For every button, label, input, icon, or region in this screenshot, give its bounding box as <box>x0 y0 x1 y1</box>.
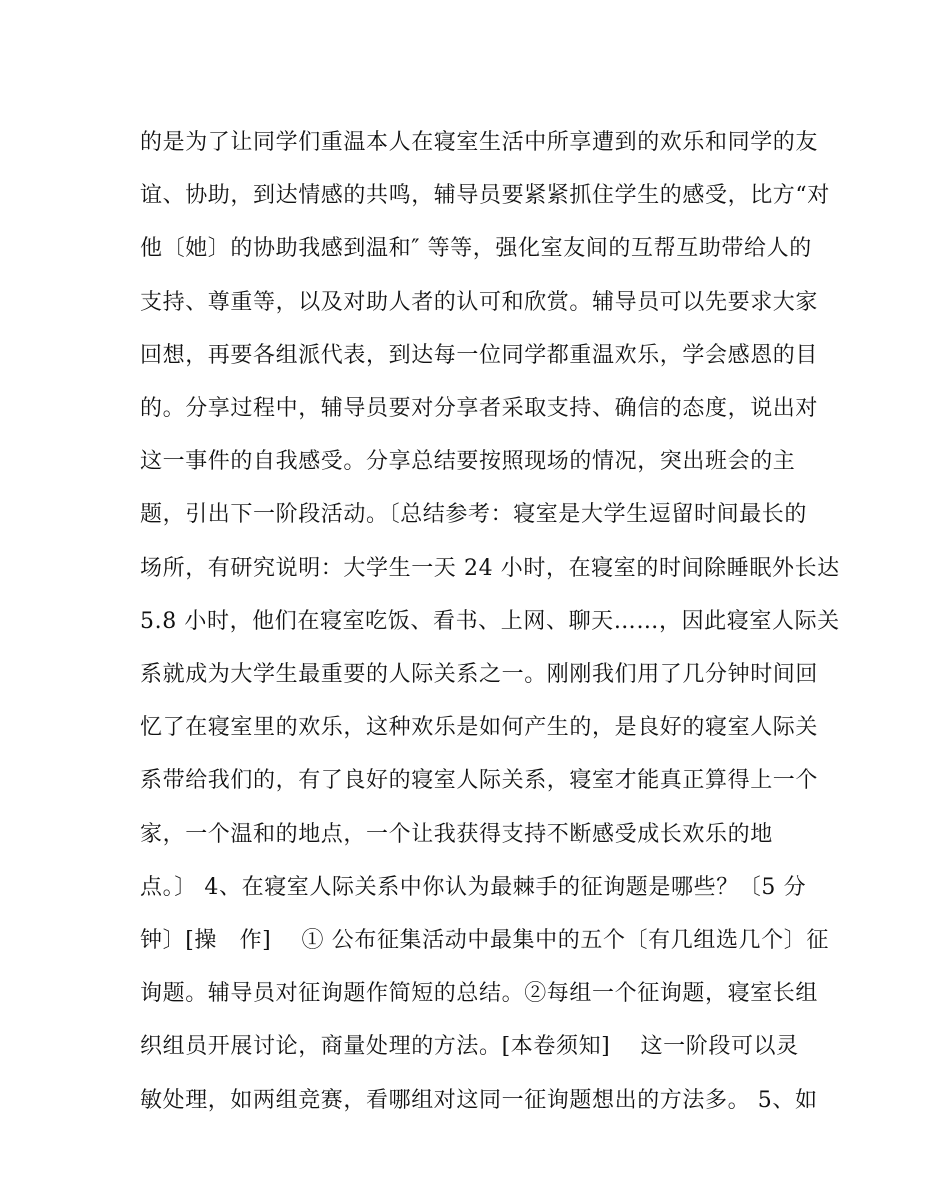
text-line: 场所，有研究说明：大学生一天 24 小时，在寝室的时间除睡眠外长达 <box>140 556 840 581</box>
text-line: 织组员开展讨论，商量处理的方法。[本卷须知] 这一阶段可以灵 <box>140 1034 799 1059</box>
text-line: 系带给我们的，有了良好的寝室人际关系，寝室才能真正算得上一个 <box>140 768 819 793</box>
text-line: 谊、协助，到达情感的共鸣，辅导员要紧紧抓住学生的感受，比方“对 <box>140 183 830 208</box>
text-line: 他〔她〕的协助我感到温和″ 等等，强化室友间的互帮互助带给人的 <box>140 236 812 261</box>
text-line: 敏处理，如两组竞赛，看哪组对这同一征询题想出的方法多。 5、如 <box>140 1088 818 1113</box>
text-line: 5.8 小时，他们在寝室吃饭、看书、上网、聊天……，因此寝室人际关 <box>140 609 840 634</box>
text-line: 忆了在寝室里的欢乐，这种欢乐是如何产生的，是良好的寝室人际关 <box>140 715 819 740</box>
text-line: 的。分享过程中，辅导员要对分享者采取支持、确信的态度，说出对 <box>140 396 819 421</box>
text-line: 点。〕 4、在寝室人际关系中你认为最棘手的征询题是哪些？〔5 分 <box>140 875 807 900</box>
text-line: 这一事件的自我感受。分享总结要按照现场的情况，突出班会的主 <box>140 449 796 474</box>
text-line: 支持、尊重等，以及对助人者的认可和欣赏。辅导员可以先要求大家 <box>140 290 819 315</box>
text-line: 钟〕[操 作] ① 公布征集活动中最集中的五个〔有几组选几个〕征 <box>140 928 829 953</box>
text-line: 系就成为大学生最重要的人际关系之一。刚刚我们用了几分钟时间回 <box>140 662 819 687</box>
text-line: 题，引出下一阶段活动。〔总结参考：寝室是大学生逗留时间最长的 <box>140 502 808 527</box>
text-line: 家，一个温和的地点，一个让我获得支持不断感受成长欢乐的地 <box>140 822 773 847</box>
text-line: 的是为了让同学们重温本人在寝室生活中所享遭到的欢乐和同学的友 <box>140 130 819 155</box>
text-line: 回想，再要各组派代表，到达每一位同学都重温欢乐，学会感恩的目 <box>140 343 819 368</box>
text-line: 询题。辅导员对征询题作简短的总结。②每组一个征询题，寝室长组 <box>140 981 819 1006</box>
